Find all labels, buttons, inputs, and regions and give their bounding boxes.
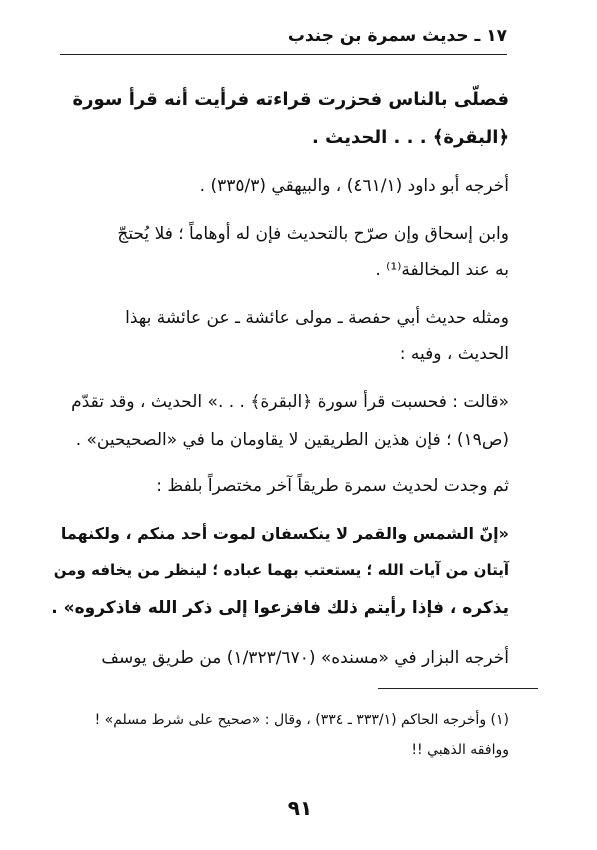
footnote-line: (١) وأخرجه الحاكم (٣٣٣/١ ـ ٣٣٤) ، وقال : «صحيح على شرط مسلم» ! <box>94 712 509 728</box>
body-line: أخرجه أبو داود (٤٦١/١) ، والبيهقي (٣٣٥/٣) . <box>199 176 509 196</box>
hadith-line: «إنّ الشمس والقمر لا ينكسفان لموت أحد منكم ، ولكنهما <box>60 524 509 543</box>
body-line: الحديث ، وفيه : <box>399 344 509 364</box>
body-line: ومثله حديث أبي حفصة ـ مولى عائشة ـ عن عائشة بهذا <box>125 308 509 328</box>
footnote-line: ووافقه الذهبي !! <box>411 742 509 758</box>
page-number: ٩١ <box>287 796 313 820</box>
hadith-line: آيتان من آيات الله ؛ يستعتب بهما عباده ؛ لينظر من يخافه ومن <box>53 561 509 579</box>
footnote-separator <box>378 688 538 689</box>
body-line: ثم وجدت لحديث سمرة طريقاً آخر مختصراً بلفظ : <box>156 476 509 496</box>
body-line: فصلّى بالناس فحزرت قراءته فرأيت أنه قرأ سورة <box>72 89 509 110</box>
running-header <box>60 24 507 55</box>
body-line: «قالت : فحسبت قرأ سورة ﴿البقرة﴾ . . .» الحديث ، وقد تقدّم <box>71 392 509 412</box>
chapter-title: ١٧ ـ حديث سمرة بن جندب <box>287 26 507 46</box>
body-line: ﴿البقرة﴾ . . . الحديث . <box>312 127 509 148</box>
body-line: (ص١٩) ؛ فإن هذين الطريقين لا يقاومان ما في «الصحيحين» . <box>75 430 509 450</box>
body-line: وابن إسحاق وإن صرّح بالتحديث فإن له أوهاماً ؛ فلا يُحتجّ <box>117 224 509 244</box>
body-line: أخرجه البزار في «مسنده» (١/٣٢٣/٦٧٠) من طريق يوسف <box>101 648 509 668</box>
body-line: به عند المخالفة⁽¹⁾ . <box>375 260 509 280</box>
hadith-line: يذكره ، فإذا رأيتم ذلك فافزعوا إلى ذكر الله فاذكروه» . <box>51 598 509 618</box>
